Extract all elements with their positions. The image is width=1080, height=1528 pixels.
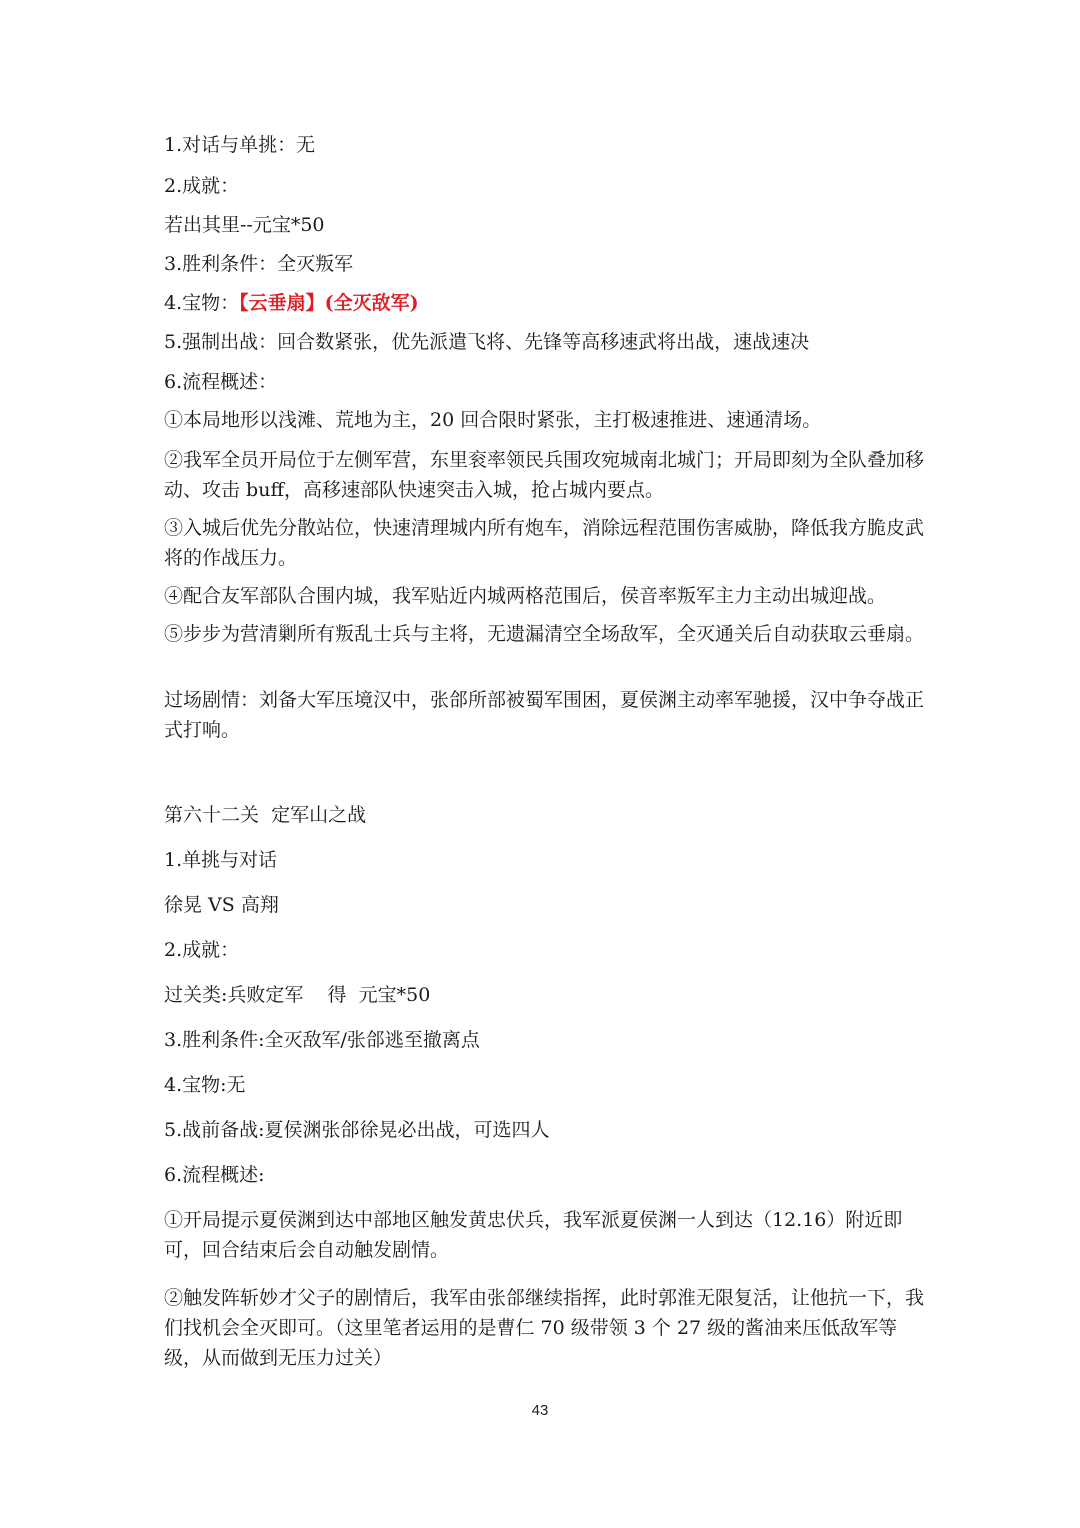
step-item: ①本局地形以浅滩、荒地为主，20 回合限时紧张，主打极速推进、速通清场。	[164, 409, 822, 431]
step-item: ②触发阵斩妙才父子的剧情后，我军由张郃继续指挥，此时郭淮无限复活，让他抗一下，我们找机会全灭即可。（这里笔者运用的是曹仁 70 级带领 3 个 27 级的酱油来压低敌军等级，从而做到无压力过关）	[164, 1287, 925, 1369]
achievement-heading: 2.成就：	[164, 175, 240, 197]
treasure-label: 4.宝物：	[164, 292, 240, 314]
forced-deploy: 5.强制出战：回合数紧张，优先派遣飞将、先锋等高移速武将出战，速战速决	[164, 331, 810, 353]
step-item: ③入城后优先分散站位，快速清理城内所有炮车，消除远程范围伤害威胁，降低我方脆皮武将的作战压力。	[164, 517, 925, 569]
step-item: ①开局提示夏侯渊到达中部地区触发黄忠伏兵，我军派夏侯渊一人到达（12.16）附近即可，回合结束后会自动触发剧情。	[164, 1209, 903, 1261]
process-heading: 6.流程概述：	[164, 371, 278, 393]
prep-line: 5.战前备战:夏侯渊张郃徐晃必出战，可选四人	[164, 1119, 550, 1141]
step-item: ④配合友军部队合围内城，我军贴近内城两格范围后，侯音率叛军主力主动出城迎战。	[164, 585, 887, 607]
achievement-line: 若出其里--元宝*50	[164, 214, 325, 236]
duel-heading: 1.单挑与对话	[164, 849, 278, 871]
cutscene-text: 过场剧情：刘备大军压境汉中，张郃所部被蜀军围困，夏侯渊主动率军驰援，汉中争夺战正式打响。	[164, 689, 925, 741]
stage-title: 第六十二关 定军山之战	[164, 804, 367, 826]
step-item: ⑤步步为营清剿所有叛乱士兵与主将，无遗漏清空全场敌军，全灭通关后自动获取云垂扇。	[164, 623, 925, 645]
duel-line: 徐晃 VS 高翔	[164, 894, 279, 916]
victory-condition: 3.胜利条件：全灭叛军	[164, 253, 354, 275]
dialogue-line: 1.对话与单挑：无	[164, 134, 316, 156]
process-heading: 6.流程概述:	[164, 1164, 265, 1186]
treasure-line: 4.宝物:无	[164, 1074, 246, 1096]
page-number: 43	[531, 1402, 549, 1419]
achievement-heading: 2.成就：	[164, 939, 240, 961]
achievement-line: 过关类:兵败定军 得 元宝*50	[164, 984, 431, 1006]
step-item: ②我军全员开局位于左侧军营，东里衮率领民兵围攻宛城南北城门；开局即刻为全队叠加移动、攻击 buff，高移速部队快速突击入城，抢占城内要点。	[164, 449, 925, 501]
victory-condition: 3.胜利条件:全灭敌军/张郃逃至撤离点	[164, 1029, 480, 1051]
treasure-line	[164, 288, 419, 318]
treasure-highlight: 【云垂扇】(全灭敌军)	[239, 292, 419, 314]
